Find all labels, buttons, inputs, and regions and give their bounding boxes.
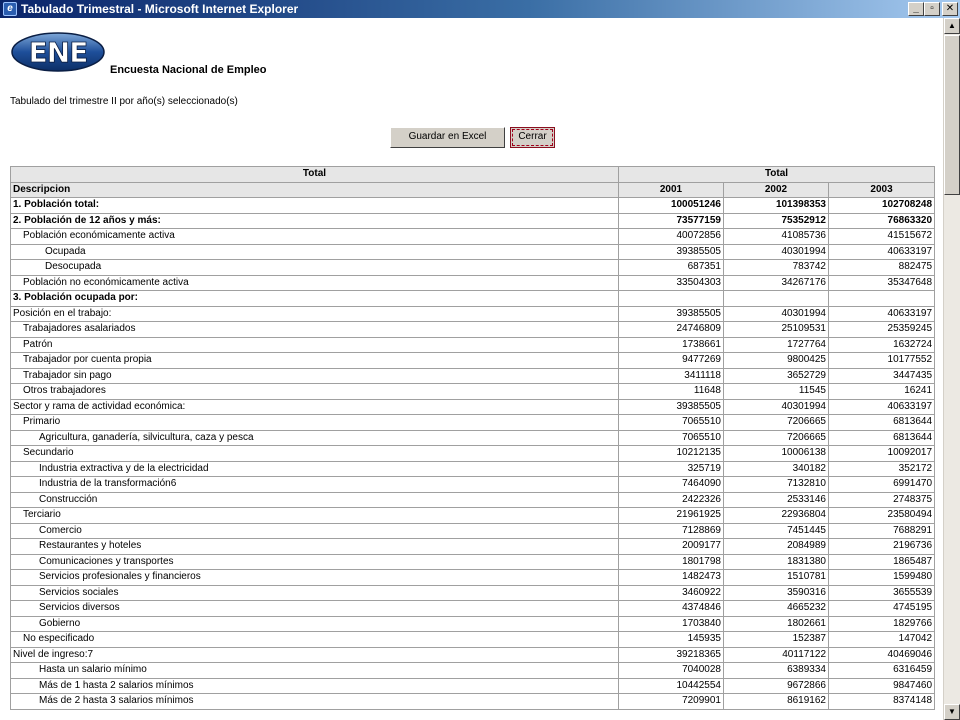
row-value: 40117122 (724, 647, 829, 663)
row-label: Desocupada (11, 260, 619, 276)
row-value: 25109531 (724, 322, 829, 338)
row-label: 3. Población ocupada por: (11, 291, 619, 307)
table-row (11, 446, 935, 462)
table-row (11, 322, 935, 338)
table-row (11, 554, 935, 570)
row-label: Servicios sociales (11, 585, 619, 601)
row-value: 6389334 (724, 663, 829, 679)
row-value: 340182 (724, 461, 829, 477)
row-value: 10177552 (829, 353, 935, 369)
row-label: Posición en el trabajo: (11, 306, 619, 322)
row-label: Restaurantes y hoteles (11, 539, 619, 555)
row-value: 25359245 (829, 322, 935, 338)
minimize-button[interactable]: _ (908, 2, 924, 16)
row-value: 3447435 (829, 368, 935, 384)
row-value: 3460922 (619, 585, 724, 601)
row-value: 1510781 (724, 570, 829, 586)
header-total-right: Total (619, 167, 935, 183)
row-value: 8619162 (724, 694, 829, 710)
row-label: Industria extractiva y de la electricidad (11, 461, 619, 477)
table-row (11, 291, 935, 307)
vertical-scrollbar[interactable] (943, 18, 960, 720)
scroll-down-icon[interactable]: ▼ (944, 704, 960, 720)
row-value: 6813644 (829, 415, 935, 431)
close-button[interactable]: Cerrar (510, 127, 555, 148)
row-value: 10006138 (724, 446, 829, 462)
row-value: 9672866 (724, 678, 829, 694)
row-label: No especificado (11, 632, 619, 648)
ie-icon: e (3, 2, 17, 16)
row-label: Servicios profesionales y financieros (11, 570, 619, 586)
table-row (11, 384, 935, 400)
row-value (619, 291, 724, 307)
row-value: 7065510 (619, 415, 724, 431)
row-value: 39385505 (619, 244, 724, 260)
row-label: Gobierno (11, 616, 619, 632)
table-row (11, 244, 935, 260)
header-total-left: Total (11, 167, 619, 183)
row-value: 1703840 (619, 616, 724, 632)
logo-caption: Encuesta Nacional de Empleo (110, 64, 267, 76)
row-label: Otros trabajadores (11, 384, 619, 400)
table-row (11, 477, 935, 493)
row-value: 1829766 (829, 616, 935, 632)
row-label: 2. Población de 12 años y más: (11, 213, 619, 229)
row-value: 100051246 (619, 198, 724, 214)
row-value: 7132810 (724, 477, 829, 493)
row-label: Más de 1 hasta 2 salarios mínimos (11, 678, 619, 694)
row-value: 9800425 (724, 353, 829, 369)
table-row (11, 353, 935, 369)
row-label: Ocupada (11, 244, 619, 260)
table-row (11, 632, 935, 648)
row-value: 6316459 (829, 663, 935, 679)
row-value: 7065510 (619, 430, 724, 446)
row-value: 2009177 (619, 539, 724, 555)
row-value: 4374846 (619, 601, 724, 617)
row-label: Sector y rama de actividad económica: (11, 399, 619, 415)
row-value: 9847460 (829, 678, 935, 694)
row-value: 24746809 (619, 322, 724, 338)
ene-logo (11, 32, 105, 72)
row-label: Terciario (11, 508, 619, 524)
row-value: 3411118 (619, 368, 724, 384)
table-row (11, 229, 935, 245)
row-value: 1865487 (829, 554, 935, 570)
save-excel-button[interactable]: Guardar en Excel (390, 127, 505, 148)
scroll-up-icon[interactable]: ▲ (944, 18, 960, 34)
table-body (11, 198, 935, 710)
row-value (724, 291, 829, 307)
row-value: 352172 (829, 461, 935, 477)
row-value: 1802661 (724, 616, 829, 632)
row-value: 7688291 (829, 523, 935, 539)
row-value: 6991470 (829, 477, 935, 493)
row-value: 102708248 (829, 198, 935, 214)
row-label: Secundario (11, 446, 619, 462)
row-value: 40301994 (724, 244, 829, 260)
header-year: 2001 (619, 182, 724, 198)
row-label: Más de 2 hasta 3 salarios mínimos (11, 694, 619, 710)
row-value: 3655539 (829, 585, 935, 601)
row-value: 1831380 (724, 554, 829, 570)
row-value: 882475 (829, 260, 935, 276)
row-label: Patrón (11, 337, 619, 353)
row-value: 3590316 (724, 585, 829, 601)
row-label: Población no económicamente activa (11, 275, 619, 291)
row-value: 39218365 (619, 647, 724, 663)
row-label: Nivel de ingreso:7 (11, 647, 619, 663)
row-value: 33504303 (619, 275, 724, 291)
row-value: 7464090 (619, 477, 724, 493)
row-value: 1801798 (619, 554, 724, 570)
table-row (11, 601, 935, 617)
table-row (11, 337, 935, 353)
row-label: Trabajador sin pago (11, 368, 619, 384)
page-viewport (0, 18, 943, 720)
row-label: Industria de la transformación6 (11, 477, 619, 493)
row-value: 9477269 (619, 353, 724, 369)
window-title-bar (0, 0, 960, 18)
table-row (11, 415, 935, 431)
row-value: 1632724 (829, 337, 935, 353)
row-value: 10092017 (829, 446, 935, 462)
close-window-button[interactable]: ✕ (942, 2, 958, 16)
row-value: 76863320 (829, 213, 935, 229)
row-value: 23580494 (829, 508, 935, 524)
results-table (10, 166, 935, 710)
row-label: Trabajadores asalariados (11, 322, 619, 338)
row-value: 10212135 (619, 446, 724, 462)
row-value: 11648 (619, 384, 724, 400)
row-value: 4745195 (829, 601, 935, 617)
table-row (11, 694, 935, 710)
row-value: 8374148 (829, 694, 935, 710)
row-value: 152387 (724, 632, 829, 648)
row-value: 73577159 (619, 213, 724, 229)
row-value: 7040028 (619, 663, 724, 679)
table-row (11, 539, 935, 555)
row-value: 4665232 (724, 601, 829, 617)
row-value: 40633197 (829, 399, 935, 415)
row-value: 6813644 (829, 430, 935, 446)
row-value: 7206665 (724, 430, 829, 446)
row-value: 2748375 (829, 492, 935, 508)
table-row (11, 213, 935, 229)
table-row (11, 368, 935, 384)
logo-text: ENE (28, 36, 88, 69)
row-value: 687351 (619, 260, 724, 276)
row-value: 40072856 (619, 229, 724, 245)
row-value: 10442554 (619, 678, 724, 694)
table-row (11, 198, 935, 214)
table-row (11, 492, 935, 508)
row-value: 41085736 (724, 229, 829, 245)
header-year: 2002 (724, 182, 829, 198)
table-row (11, 663, 935, 679)
row-label: Agricultura, ganadería, silvicultura, caza y pesca (11, 430, 619, 446)
row-value: 147042 (829, 632, 935, 648)
row-label: Trabajador por cuenta propia (11, 353, 619, 369)
table-row (11, 508, 935, 524)
row-value: 35347648 (829, 275, 935, 291)
row-value: 1727764 (724, 337, 829, 353)
table-row (11, 616, 935, 632)
table-row (11, 430, 935, 446)
row-label: Primario (11, 415, 619, 431)
row-value: 40301994 (724, 306, 829, 322)
table-row (11, 678, 935, 694)
row-label: Comercio (11, 523, 619, 539)
table-row (11, 399, 935, 415)
window-title: Tabulado Trimestral - Microsoft Internet Explorer (21, 2, 299, 16)
row-label: 1. Población total: (11, 198, 619, 214)
row-value: 7209901 (619, 694, 724, 710)
page-subtitle: Tabulado del trimestre II por año(s) seleccionado(s) (10, 96, 238, 107)
table-row (11, 260, 935, 276)
row-value: 40301994 (724, 399, 829, 415)
row-value: 7206665 (724, 415, 829, 431)
row-value: 2084989 (724, 539, 829, 555)
row-value: 41515672 (829, 229, 935, 245)
row-value: 40633197 (829, 306, 935, 322)
header-descripcion: Descripcion (11, 182, 619, 198)
table-row (11, 570, 935, 586)
row-value: 101398353 (724, 198, 829, 214)
row-label: Servicios diversos (11, 601, 619, 617)
row-value: 75352912 (724, 213, 829, 229)
row-label: Hasta un salario mínimo (11, 663, 619, 679)
row-value: 11545 (724, 384, 829, 400)
row-value (829, 291, 935, 307)
row-value: 2422326 (619, 492, 724, 508)
row-label: Comunicaciones y transportes (11, 554, 619, 570)
row-value: 3652729 (724, 368, 829, 384)
row-value: 1482473 (619, 570, 724, 586)
row-value: 16241 (829, 384, 935, 400)
row-label: Construcción (11, 492, 619, 508)
row-value: 39385505 (619, 306, 724, 322)
maximize-button[interactable]: ▫ (924, 2, 940, 16)
table-row (11, 306, 935, 322)
row-value: 1599480 (829, 570, 935, 586)
row-value: 1738661 (619, 337, 724, 353)
table-row (11, 461, 935, 477)
table-row (11, 585, 935, 601)
row-value: 145935 (619, 632, 724, 648)
row-value: 39385505 (619, 399, 724, 415)
row-value: 325719 (619, 461, 724, 477)
row-value: 7451445 (724, 523, 829, 539)
row-value: 2533146 (724, 492, 829, 508)
row-value: 2196736 (829, 539, 935, 555)
table-row (11, 275, 935, 291)
row-label: Población económicamente activa (11, 229, 619, 245)
row-value: 783742 (724, 260, 829, 276)
row-value: 22936804 (724, 508, 829, 524)
header-year: 2003 (829, 182, 935, 198)
table-row (11, 647, 935, 663)
row-value: 34267176 (724, 275, 829, 291)
scroll-thumb[interactable] (944, 35, 960, 195)
row-value: 40633197 (829, 244, 935, 260)
table-row (11, 523, 935, 539)
row-value: 40469046 (829, 647, 935, 663)
row-value: 21961925 (619, 508, 724, 524)
row-value: 7128869 (619, 523, 724, 539)
